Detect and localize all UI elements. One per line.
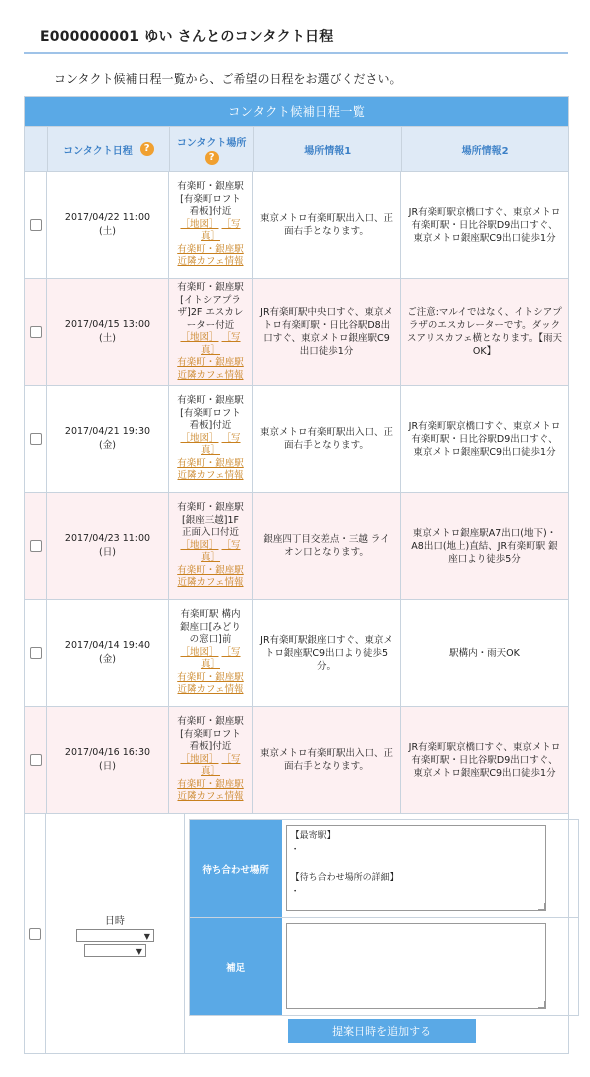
place-cell — [169, 707, 253, 813]
meeting-place-cell — [282, 820, 578, 917]
help-icon[interactable]: ? — [140, 142, 154, 156]
select-cell — [25, 493, 47, 599]
day-of-week: (金) — [99, 654, 116, 665]
place-line: 有楽町・銀座駅 — [177, 395, 244, 407]
place-line: 正面入口付近 — [181, 527, 239, 539]
map-link[interactable]: ［地図］ — [180, 753, 219, 765]
date-cell — [47, 600, 169, 706]
select-cell — [25, 172, 47, 278]
photo-link[interactable]: ［写 — [221, 539, 241, 551]
note-textarea[interactable] — [286, 923, 546, 1009]
header-place-label: コンタクト場所 — [176, 137, 247, 149]
add-form-cell — [185, 814, 568, 1053]
date-time: 2017/04/22 11:00 — [64, 212, 151, 223]
select-cell — [25, 600, 47, 706]
meeting-place-row — [190, 820, 578, 917]
place-line: 看板]付近 — [189, 206, 232, 218]
row-checkbox[interactable] — [30, 647, 42, 659]
select-cell — [25, 707, 47, 813]
cafe-link[interactable]: 有楽町・銀座駅 — [177, 778, 244, 790]
place-line: 看板]付近 — [189, 741, 232, 753]
photo-link[interactable]: ［写 — [221, 432, 241, 444]
header-place — [170, 127, 254, 171]
place-cell — [169, 172, 253, 278]
place-lines — [177, 282, 244, 332]
info2-cell: JR有楽町駅京橋口すぐ、東京メトロ有楽町駅・日比谷駅D9出口すぐ、東京メトロ銀座駅C9出口徒歩1分 — [408, 420, 561, 458]
place-line: 有楽町・銀座駅 — [177, 502, 244, 514]
select-cell — [25, 814, 46, 1053]
map-link[interactable]: ［地図］ — [180, 646, 219, 658]
schedule-row — [25, 706, 568, 813]
photo-link[interactable]: 真］ — [200, 766, 220, 778]
place-cell — [169, 279, 253, 385]
cafe-link[interactable]: 近隣カフェ情報 — [177, 684, 244, 696]
place-line: [有楽町ロフト — [180, 193, 241, 205]
schedule-row — [25, 171, 568, 278]
place-line: 銀座口[みどり — [180, 621, 241, 633]
info2-cell: 駅構内・雨天OK — [449, 647, 520, 659]
cafe-link[interactable]: 近隣カフェ情報 — [177, 791, 244, 803]
photo-link[interactable]: ［写 — [221, 753, 241, 765]
resize-grip-icon[interactable] — [538, 903, 545, 910]
date-cell — [47, 707, 169, 813]
schedule-row — [25, 278, 568, 385]
place-line: 有楽町・銀座駅 — [177, 716, 244, 728]
meeting-place-label: 待ち合わせ場所 — [190, 820, 282, 917]
info1-cell: 東京メトロ有楽町駅出入口、正面右手となります。 — [253, 386, 401, 492]
date-select[interactable]: ▼ — [76, 929, 154, 942]
info2-cell: 東京メトロ銀座駅A7出口(地下)・A8出口(地上)直結、JR有楽町駅 銀座口より徒歩5分 — [411, 527, 558, 565]
cafe-link[interactable]: 有楽町・銀座駅 — [177, 457, 244, 469]
place-line: [銀座三越]1F — [182, 514, 239, 526]
day-of-week: (土) — [99, 226, 116, 237]
place-line: [有楽町ロフト — [180, 728, 241, 740]
date-cell — [47, 493, 169, 599]
place-lines — [180, 609, 241, 647]
cafe-link[interactable]: 有楽町・銀座駅 — [177, 243, 244, 255]
photo-link[interactable]: 真］ — [200, 445, 220, 457]
table-caption: コンタクト候補日程一覧 — [25, 97, 568, 126]
date-time: 2017/04/21 19:30 — [64, 426, 151, 437]
map-link[interactable]: ［地図］ — [180, 218, 219, 230]
cafe-link[interactable]: 有楽町・銀座駅 — [177, 564, 244, 576]
place-cell — [169, 600, 253, 706]
date-time: 2017/04/15 13:00 — [64, 319, 151, 330]
schedule-row — [25, 385, 568, 492]
schedule-row — [25, 492, 568, 599]
place-cell — [169, 386, 253, 492]
intro-text: コンタクト候補日程一覧から、ご希望の日程をお選びください。 — [54, 72, 402, 86]
header-info2: 場所情報2 — [461, 145, 509, 157]
photo-link[interactable]: 真］ — [200, 344, 220, 356]
place-lines — [177, 395, 244, 433]
datetime-cell — [46, 814, 184, 1053]
place-lines — [177, 502, 244, 540]
place-line: 有楽町・銀座駅 — [177, 282, 244, 293]
table-header — [25, 126, 568, 171]
place-line: 有楽町駅 構内 — [180, 609, 241, 621]
date-cell — [47, 386, 169, 492]
info2-cell: JR有楽町駅京橋口すぐ、東京メトロ有楽町駅・日比谷駅D9出口すぐ、東京メトロ銀座駅C9出口徒歩1分 — [408, 206, 561, 244]
datetime-label: 日時 — [104, 916, 125, 927]
cafe-link[interactable]: 近隣カフェ情報 — [177, 577, 244, 589]
place-lines — [177, 181, 244, 219]
photo-link[interactable]: 真］ — [200, 552, 220, 564]
title-divider — [24, 52, 568, 54]
time-select[interactable]: ▼ — [84, 944, 146, 957]
date-time: 2017/04/14 19:40 — [64, 640, 151, 651]
header-select — [25, 127, 48, 171]
day-of-week: (金) — [99, 440, 116, 451]
schedule-row — [25, 599, 568, 706]
cafe-link[interactable]: 近隣カフェ情報 — [177, 256, 244, 268]
add-proposal-row — [25, 813, 568, 1053]
info1-cell: 東京メトロ有楽町駅出入口、正面右手となります。 — [253, 172, 401, 278]
row-checkbox[interactable] — [30, 433, 42, 445]
header-info1: 場所情報1 — [254, 127, 402, 171]
day-of-week: (日) — [99, 761, 116, 772]
place-line: ザ]2F エスカレ — [177, 307, 244, 318]
date-cell — [47, 279, 169, 385]
info1-cell: 東京メトロ有楽町駅出入口、正面右手となります。 — [253, 707, 401, 813]
place-cell — [169, 493, 253, 599]
photo-link[interactable]: ［写 — [221, 646, 241, 658]
add-form-table — [189, 819, 579, 1016]
photo-link[interactable]: ［写 — [221, 218, 241, 230]
meeting-place-textarea[interactable]: 【最寄駅】 ・ 【待ち合わせ場所の詳細】 ・ — [286, 825, 546, 911]
map-link[interactable]: ［地図］ — [180, 432, 219, 444]
row-checkbox[interactable] — [30, 540, 42, 552]
place-line: [イトシアプラ — [180, 294, 241, 306]
date-cell — [47, 172, 169, 278]
photo-link[interactable]: 真］ — [200, 659, 220, 671]
date-time: 2017/04/23 11:00 — [64, 533, 151, 544]
place-line: [有楽町ロフト — [180, 407, 241, 419]
cafe-link[interactable]: 近隣カフェ情報 — [177, 369, 244, 381]
place-lines — [177, 716, 244, 754]
note-row — [190, 917, 578, 1015]
select-cell — [25, 279, 47, 385]
cafe-link[interactable]: 有楽町・銀座駅 — [177, 671, 244, 683]
place-line: ーター付近 — [186, 319, 235, 331]
row-checkbox[interactable] — [30, 326, 42, 338]
date-time: 2017/04/16 16:30 — [64, 747, 151, 758]
map-link[interactable]: ［地図］ — [180, 332, 219, 343]
day-of-week: (日) — [99, 547, 116, 558]
resize-grip-icon[interactable] — [538, 1001, 545, 1008]
day-of-week: (土) — [99, 333, 116, 344]
note-label: 補足 — [190, 918, 282, 1015]
info2-cell: JR有楽町駅京橋口すぐ、東京メトロ有楽町駅・日比谷駅D9出口すぐ、東京メトロ銀座駅C9出口徒歩1分 — [408, 741, 561, 779]
info2-cell: ご注意:マルイではなく、イトシアプラザのエスカレーターです。ダックスアリスカフェ横となります。【雨天OK】 — [407, 307, 562, 357]
row-checkbox[interactable] — [29, 928, 41, 940]
select-cell — [25, 386, 47, 492]
note-cell — [282, 918, 578, 1015]
row-checkbox[interactable] — [30, 219, 42, 231]
info1-cell: JR有楽町駅銀座口すぐ、東京メトロ銀座駅C9出口より徒歩5分。 — [253, 600, 401, 706]
place-line: 有楽町・銀座駅 — [177, 181, 244, 193]
schedule-table — [24, 96, 569, 1054]
place-line: 看板]付近 — [189, 420, 232, 432]
place-line: の窓口]前 — [189, 634, 232, 646]
photo-link[interactable]: ［写 — [221, 332, 241, 343]
add-proposal-button[interactable]: 提案日時を追加する — [288, 1019, 476, 1043]
header-date — [48, 127, 170, 171]
cafe-link[interactable]: 有楽町・銀座駅 — [177, 357, 244, 368]
info1-cell: 銀座四丁目交差点・三越 ライオン口となります。 — [253, 493, 401, 599]
map-link[interactable]: ［地図］ — [180, 539, 219, 551]
cafe-link[interactable]: 近隣カフェ情報 — [177, 470, 244, 482]
page-title: E000000001 ゆい さんとのコンタクト日程 — [40, 29, 334, 45]
header-date-label: コンタクト日程 — [63, 145, 133, 157]
photo-link[interactable]: 真］ — [200, 231, 220, 243]
row-checkbox[interactable] — [30, 754, 42, 766]
info1-cell: JR有楽町駅中央口すぐ、東京メトロ有楽町駅・日比谷駅D8出口すぐ、東京メトロ銀座駅C9出口徒歩1分 — [253, 279, 401, 385]
help-icon[interactable]: ? — [205, 151, 219, 165]
